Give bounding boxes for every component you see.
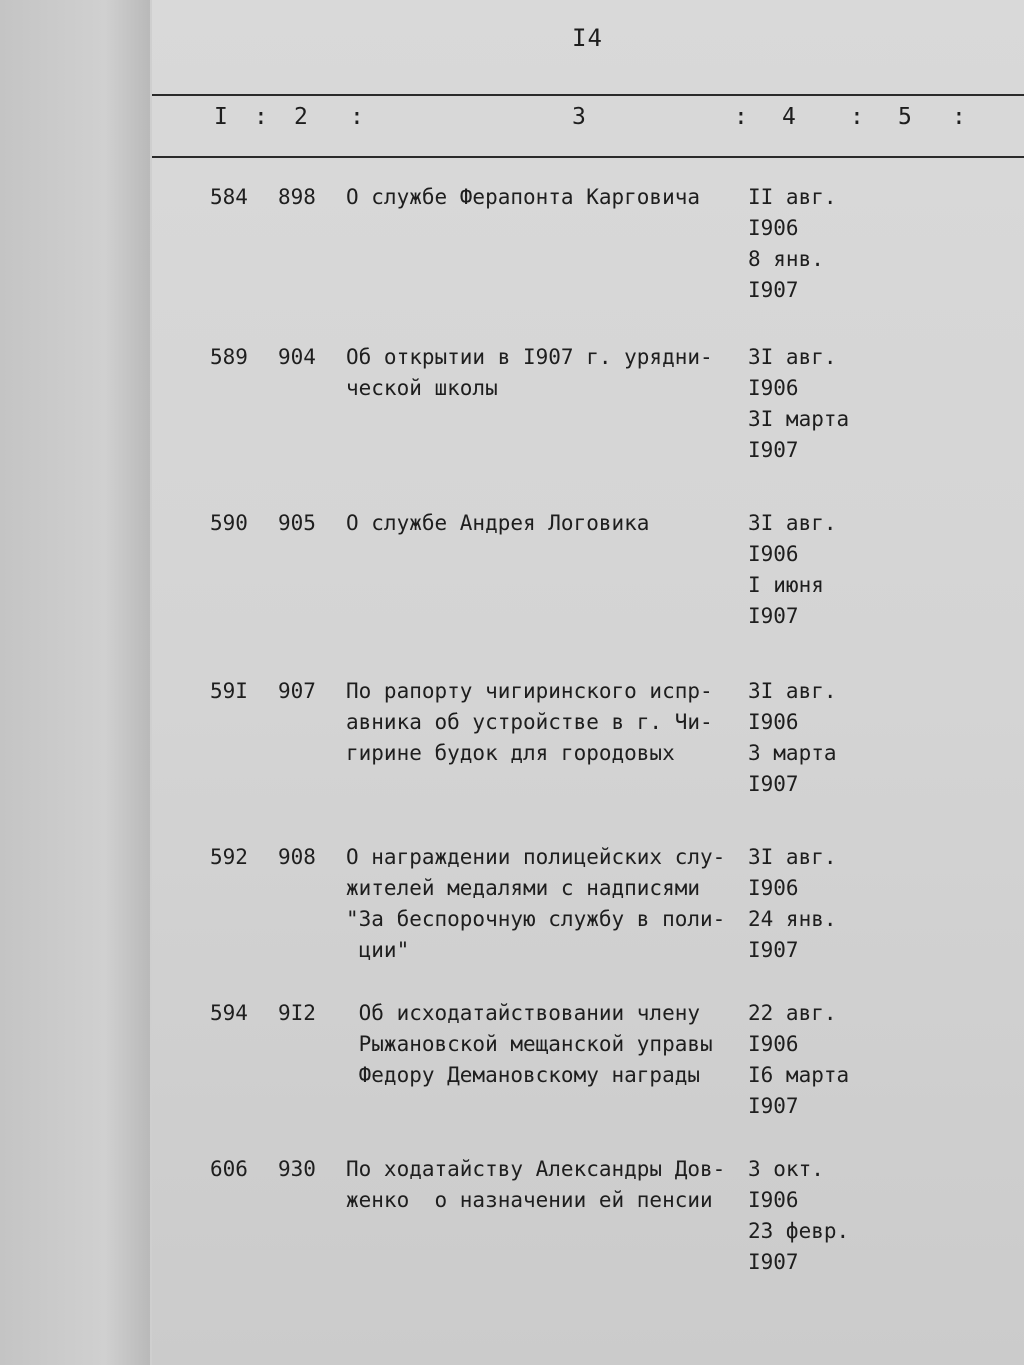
entry-date-line: 23 февр. bbox=[748, 1219, 850, 1243]
header-sep-5: : bbox=[952, 104, 966, 130]
header-sep-2: : bbox=[350, 104, 364, 130]
entry-title-line: ческой школы bbox=[346, 376, 498, 400]
file-number: 904 bbox=[278, 345, 316, 369]
entry-date-line: 8 янв. bbox=[748, 247, 824, 271]
file-number: 907 bbox=[278, 679, 316, 703]
entry-title-line: Федору Демановскому награды bbox=[346, 1063, 701, 1087]
header-sep-1: : bbox=[254, 104, 268, 130]
header-col-4: 4 bbox=[782, 104, 796, 130]
previous-page-edge bbox=[0, 0, 150, 1365]
entry-title-line: женко о назначении ей пенсии bbox=[346, 1188, 713, 1212]
entry-number: 590 bbox=[210, 511, 248, 535]
entry-date-line: 3 марта bbox=[748, 741, 837, 765]
entry-dates bbox=[748, 508, 888, 632]
header-sep-4: : bbox=[850, 104, 864, 130]
entry-dates bbox=[748, 842, 888, 966]
entry-title-line: Об открытии в I907 г. урядни- bbox=[346, 345, 713, 369]
entry-number: 589 bbox=[210, 345, 248, 369]
entry-date-line: I906 bbox=[748, 710, 799, 734]
entry-date-line: I6 марта bbox=[748, 1063, 850, 1087]
entry-date-line: I907 bbox=[748, 604, 799, 628]
entry-date-line: I906 bbox=[748, 876, 799, 900]
entry-title bbox=[346, 182, 746, 213]
entry-title-line: Об исходатайствовании члену bbox=[346, 1001, 701, 1025]
entry-date-line: 3I авг. bbox=[748, 511, 837, 535]
entry-date-line: I907 bbox=[748, 438, 799, 462]
entry-date-line: II авг. bbox=[748, 185, 837, 209]
entry-title-line: гирине будок для городовых bbox=[346, 741, 675, 765]
entry-date-line: 3I авг. bbox=[748, 845, 837, 869]
entry-dates bbox=[748, 998, 888, 1122]
header-rule-top bbox=[152, 94, 1024, 96]
entry-title-line: По ходатайству Александры Дов- bbox=[346, 1157, 726, 1181]
entry-number: 592 bbox=[210, 845, 248, 869]
file-number: 905 bbox=[278, 511, 316, 535]
entry-title-line: ции" bbox=[346, 938, 410, 962]
header-col-3: 3 bbox=[572, 104, 586, 130]
entry-title-line: О службе Ферапонта Карговича bbox=[346, 185, 701, 209]
entry-dates bbox=[748, 342, 888, 466]
entry-date-line: 22 авг. bbox=[748, 1001, 837, 1025]
entry-number: 584 bbox=[210, 185, 248, 209]
entry-title-line: жителей медалями с надписями bbox=[346, 876, 701, 900]
entry-number: 59I bbox=[210, 679, 248, 703]
entry-title-line: По рапорту чигиринского испр- bbox=[346, 679, 713, 703]
entry-date-line: I906 bbox=[748, 542, 799, 566]
entry-date-line: 3I марта bbox=[748, 407, 850, 431]
entry-title-line: Рыжановской мещанской управы bbox=[346, 1032, 713, 1056]
entry-date-line: I907 bbox=[748, 1250, 799, 1274]
entry-date-line: I906 bbox=[748, 1188, 799, 1212]
header-rule-bottom bbox=[152, 156, 1024, 158]
entry-date-line: 24 янв. bbox=[748, 907, 837, 931]
entry-dates bbox=[748, 182, 888, 306]
file-number: 898 bbox=[278, 185, 316, 209]
entry-title-line: О награждении полицейских слу- bbox=[346, 845, 726, 869]
entry-title bbox=[346, 342, 746, 404]
entry-date-line: I906 bbox=[748, 376, 799, 400]
entry-title bbox=[346, 998, 746, 1091]
page-number: I4 bbox=[572, 24, 603, 52]
entry-date-line: I907 bbox=[748, 938, 799, 962]
entry-date-line: I июня bbox=[748, 573, 824, 597]
entry-date-line: I906 bbox=[748, 1032, 799, 1056]
entry-title-line: авника об устройстве в г. Чи- bbox=[346, 710, 713, 734]
entry-date-line: 3I авг. bbox=[748, 679, 837, 703]
header-col-2: 2 bbox=[294, 104, 308, 130]
header-col-1: I bbox=[214, 104, 228, 130]
entry-date-line: I907 bbox=[748, 278, 799, 302]
entry-number: 594 bbox=[210, 1001, 248, 1025]
entry-title-line: О службе Андрея Логовика bbox=[346, 511, 650, 535]
entry-number: 606 bbox=[210, 1157, 248, 1181]
file-number: 908 bbox=[278, 845, 316, 869]
document-page bbox=[152, 0, 1024, 1365]
entry-dates bbox=[748, 676, 888, 800]
header-col-5: 5 bbox=[898, 104, 912, 130]
entry-title bbox=[346, 508, 746, 539]
entry-title-line: "За беспорочную службу в поли- bbox=[346, 907, 726, 931]
entry-date-line: I907 bbox=[748, 772, 799, 796]
entry-title bbox=[346, 676, 746, 769]
entry-date-line: 3 окт. bbox=[748, 1157, 824, 1181]
entry-dates bbox=[748, 1154, 888, 1278]
entry-date-line: I907 bbox=[748, 1094, 799, 1118]
entry-date-line: I906 bbox=[748, 216, 799, 240]
entry-title bbox=[346, 1154, 746, 1216]
entry-title bbox=[346, 842, 746, 966]
file-number: 9I2 bbox=[278, 1001, 316, 1025]
file-number: 930 bbox=[278, 1157, 316, 1181]
column-header bbox=[152, 100, 1024, 152]
entry-date-line: 3I авг. bbox=[748, 345, 837, 369]
header-sep-3: : bbox=[734, 104, 748, 130]
